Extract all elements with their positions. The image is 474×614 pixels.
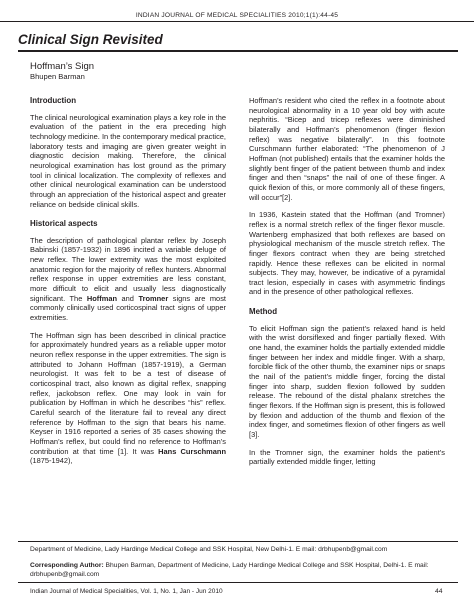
historical-heading: Historical aspects [30,219,98,229]
left-column [30,96,226,474]
department-affiliation: Department of Medicine, Lady Hardinge Medical College and SSK Hospital, New Delhi-1. E mail: drbhupenb@gmail.com [30,546,388,553]
article-title: Hoffman’s Sign [30,61,95,72]
right-paragraph-2: In 1936, Kastein stated that the Hoffman (and Tromner) reflex is a normal stretch reflex of the finger flexor muscle. Wartenberg emphasized that both reflexes are based on physiological mechanism of the muscle stretch reflex. The finger flexors contract when they are being stretched rapidly. Hence these reflexes can be elicited in normal subjects. They may, however, be indicative of a pyramidal tract lesion, especially in cases with asymmetric findings and in the presence of other pathological reflexes. [249,210,445,297]
tromner-paragraph: In the Tromner sign, the examiner holds the patient’s partially extended middle finger, letting [249,447,445,467]
header-rule [0,21,474,22]
introduction-heading: Introduction [30,96,77,105]
footer-rule [18,541,458,542]
corresponding-author-text: Bhupen Barman, Department of Medicine, Lady Hardinge Medical College and SSK Hospital, Delhi-1. E mail: drbhupenb@gmail.com [30,562,429,578]
journal-citation: Indian Journal of Medical Specialities, Vol. 1, No. 1, Jan - Jun 2010 [30,588,223,595]
historical-paragraph-1 [30,236,226,323]
section-rule [18,50,458,52]
journal-header: INDIAN JOURNAL OF MEDICAL SPECIALITIES 2010;1(1):44-45 [135,12,339,19]
text-run: (1875-1942), [30,456,73,466]
bottom-rule [18,582,458,583]
text-run: The description of pathological plantar reflex by Joseph Babinski (1857-1932) in 1896 incited a variable deluge of new reflex. The lower extremity was the most exploited anatomic region for the majority of reflex hunters. Abnormal reflex response in upper extremities are less constant, more difficult to elicit and usually less diagnostically significant. The [30,235,226,303]
corresponding-author-label: Corresponding Author: [30,562,104,569]
hoffman-bold: Hoffman [86,293,118,303]
page-number: 44 [435,588,443,595]
method-paragraph: To elicit Hoffman sign the patient’s relaxed hand is held with the wrist dorsiflexed and finger partially flexed. With one hand, the examiner holds the partially extended middle finger between her index and middle finger. With a sharp, forcible flick of the other thumb, the examiner nips or snaps the nail of the patient’s middle finger, forcing the distal finger into sharp, sudden flexion followed by sudden release. The rebound of the distal phalanx stretches the finger flexors. If the Hoffman sign is present, this is followed by flexion and adduction of the thumb and flexion of the index finger, and sometimes flexion of other fingers as well [3]. [249,323,445,439]
historical-paragraph-2 [30,331,226,466]
author-name: Bhupen Barman [30,72,85,81]
text-run: The Hoffman sign has been described in clinical practice for approximately hundred years as a reliable upper motor neuron reflex response in the upper extremities. The sign is attributed to Johann Hoffman (1857-1919), a German neurologist. It was felt to be a test of disease of corticospinal tract, also known as digital reflex, snapping reflex, jackobson reflex. One may look in vain for publication by Hoffman in which he describes “his” reflex. Careful search of the literature fail to reveal any direct reference by Hoffman to the sign that bears his name. Keyser in 1916 reported a series of 35 cases showing the Hoffman’s reflex, but could find no reference to Hoffman’s contribution at that time [1]. It was [30,330,226,456]
right-paragraph-1: Hoffman’s resident who cited the reflex in a footnote about neurological abnormality in a 10 year old boy with acute nephritis. “Bicep and tricep reflexes were diminished bilaterally and Hoffman’s phenomenon (finger flexion reflex) was negative bilaterally”. In this footnote Curschmann further elaborated: “The phenomenon of J Hoffman (not published) entails that the examiner holds the slightly bent finger of the patient between thumb and index finger and then “snaps” the nail of one of these finger. A quick flexion of this, or more commonly all of these fingers, will occur”[2]. [249,96,445,202]
introduction-paragraph: The clinical neurological examination plays a key role in the evaluation of the patient in the era preceding high technology medicine. In the contemporary medical practice, laboratory tests and imaging are given greater weight in diagnostic decision making. Therefore, the clinical neurological examination has lost ground as the primary tool in clinical localization. The complexity of reflexes and other clinical neurological examination can be understood through an appreciation of the historical aspect and greater reliance on bedside clinical skills. [30,112,226,209]
right-column [249,96,445,475]
text-run: signs are most commonly clinically used corticospinal tract signs of upper extremities. [30,293,226,322]
section-label: Clinical Sign Revisited [18,32,163,47]
corresponding-author [30,561,450,579]
curschmann-bold: Hans Curschmann [158,446,226,456]
method-heading: Method [249,307,278,317]
tromner-bold: Tromner [138,293,169,303]
text-run: and [117,293,139,303]
